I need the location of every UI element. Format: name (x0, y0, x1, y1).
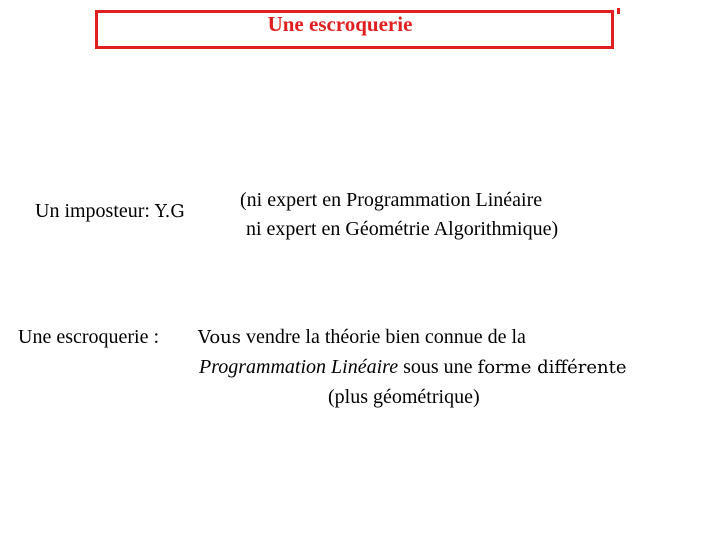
slide-title: Une escroquerie (267, 12, 413, 36)
scam-description-line-1 (198, 322, 526, 353)
impostor-label: Un imposteur: (35, 200, 155, 222)
impostor-note (240, 186, 558, 244)
scam-line1-rest: vendre la théorie bien connue de la (241, 326, 526, 348)
scam-description-line-2 (199, 352, 627, 383)
scam-line2-mid: sous une (398, 356, 478, 378)
impostor-note-line-2: ni expert en Géométrie Algorithmique) (246, 218, 559, 240)
scam-line2-tail: forme différente (477, 357, 627, 378)
impostor-name: Y.G (155, 201, 185, 222)
scam-description-line-3: (plus géométrique) (328, 386, 480, 408)
scam-label: Une escroquerie : (18, 326, 160, 348)
impostor-note-line-1: (ni expert en Programmation Linéaire (240, 189, 543, 211)
impostor-line (35, 200, 185, 223)
scam-line1-start: Vous (198, 327, 242, 348)
scam-line2-italic: Programmation Linéaire (199, 356, 399, 378)
